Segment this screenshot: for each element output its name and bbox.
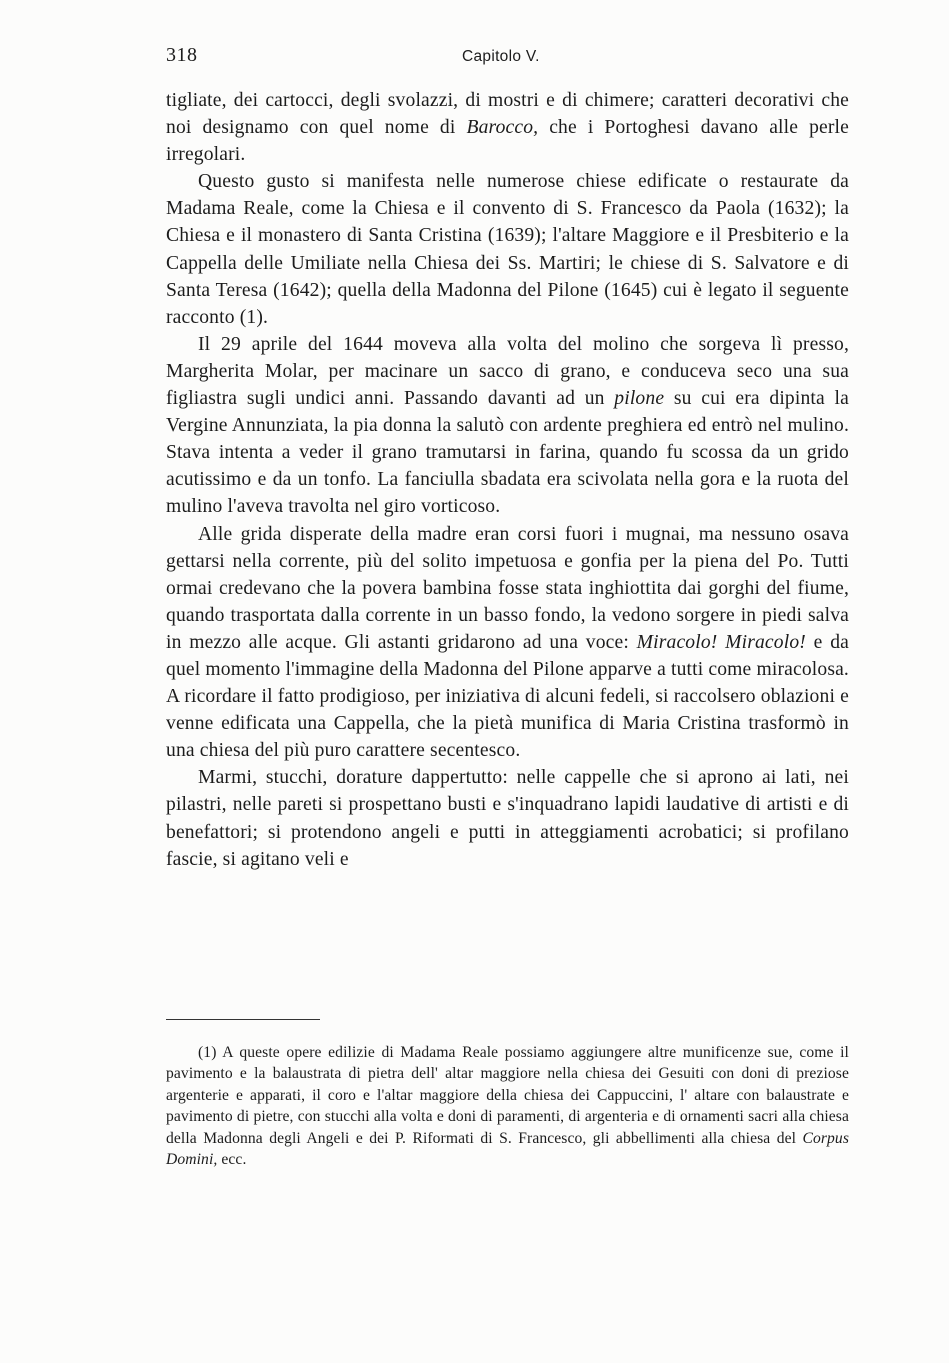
text-span: Marmi, stucchi, dorature dappertutto: nelle cappelle che si aprono ai lati, nei pilastri, nelle pareti si prospettano busti e s'inquadrano lapidi laudative di artisti e di benefattori; si protendono angeli e putti in atteggiamenti acrobatici; si profilano fascie, si agitano veli e [166, 767, 849, 870]
paragraph [166, 168, 849, 331]
italic-term: Miracolo! Miracolo! [636, 631, 806, 653]
paragraph [166, 764, 849, 872]
text-span: Il 29 aprile del 1644 moveva alla volta del molino che sorgeva lì presso, Margherita Molar, per macinare un sacco di grano, e conduceva seco una sua figliastra sugli undici anni. Passando davanti ad un [166, 333, 849, 410]
text-span: Questo gusto si manifesta nelle numerose chiese edificate o restaurate da Madama Reale, come la Chiesa e il convento di S. Francesco da Paola (1632); la Chiesa e il monastero di Santa Cristina (1639); l'altare Maggiore e il Presbiterio e la Cappella delle Umiliate nella Chiesa dei Ss. Martiri; le chiese di S. Salvatore e di Santa Teresa (1642); quella della Madonna del Pilone (1645) cui è legato il seguente racconto (1). [166, 171, 849, 328]
text-span: (1) A queste opere edilizie di Madama Reale possiamo aggiungere altre munificenze sue, come il pavimento e la balaustrata di pietra dell' altar maggiore nella chiesa dei Gesuiti con doni di preziose argenterie e apparati, il coro e l'altar maggiore della chiesa dei Cappuccini, l' altare con balaustrate e pavimento di pietre, con stucchi alla volta e doni di paramenti, di argenteria e di ornamenti sacri alla chiesa della Madonna degli Angeli e dei P. Riformati di S. Francesco, gli abbellimenti alla chiesa del [166, 1044, 849, 1147]
page-header [166, 44, 849, 74]
paragraph [166, 521, 849, 765]
paragraph-continuation [166, 87, 849, 168]
italic-term: Barocco, [466, 117, 539, 139]
footnote-divider [166, 1019, 320, 1020]
running-head: Capitolo V. [462, 48, 540, 65]
text-span: e da quel momento l'immagine della Madonna del Pilone apparve a tutti come miracolosa. A ricordare il fatto prodigioso, per iniziativa di alcuni fedeli, si raccolsero oblazioni e venne edificata una Cappella, che la pietà munifica di Maria Cristina trasformò in una chiesa del più puro carattere secentesco. [166, 631, 849, 762]
italic-term: Corpus Domini, [166, 1129, 849, 1169]
main-text [166, 87, 849, 873]
text-span: tigliate, dei cartocci, degli svolazzi, di mostri e di chimere; caratteri decorativi che noi designamo con quel nome di [166, 90, 849, 139]
text-span: ecc. [217, 1151, 247, 1169]
footnote-text [166, 1042, 849, 1170]
text-span: su cui era dipinta la Vergine Annunziata, la pia donna la salutò con ardente preghiera ed entrò nel mulino. Stava intenta a veder il grano tramutarsi in farina, quando fu scossa da un grido acutissimo e da un tonfo. La fanciulla sbadata era scivolata nella gora e la ruota del mulino l'aveva travolta nel giro vorticoso. [166, 388, 849, 518]
text-span: Alle grida disperate della madre eran corsi fuori i mugnai, ma nessuno osava gettarsi nella corrente, più del solito impetuosa e gonfia per la piena del Po. Tutti ormai credevano che la povera bambina fosse stata inghiottita dai gorghi del fiume, quando trasportata dalla corrente in un basso fondo, la vedono sorgere in piedi salva in mezzo alle acque. Gli astanti gridarono ad una voce: [166, 523, 849, 653]
italic-term: pilone [614, 388, 665, 410]
footnote [166, 1042, 849, 1170]
paragraph [166, 331, 849, 521]
page-number: 318 [166, 44, 198, 66]
text-span: che i Portoghesi davano alle perle irregolari. [166, 117, 849, 166]
